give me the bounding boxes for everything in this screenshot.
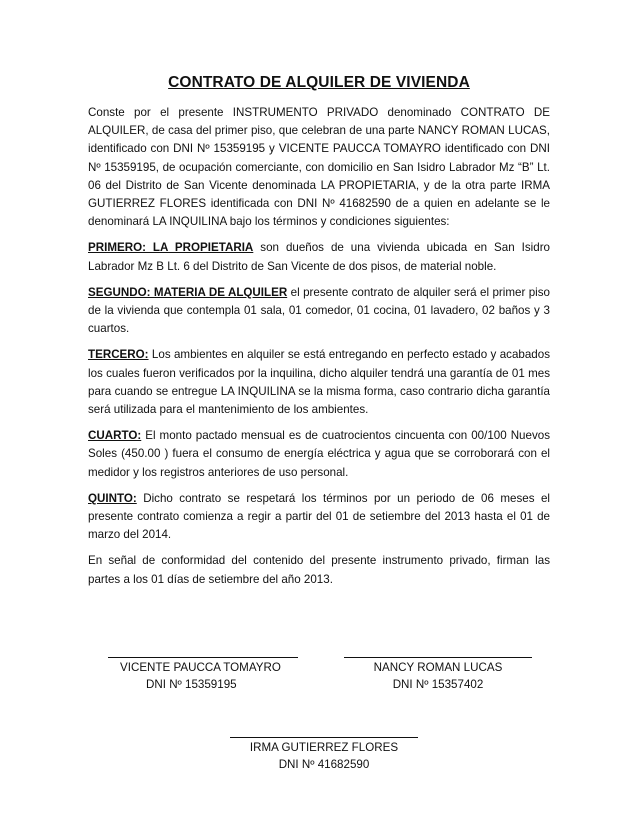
signatory-name: NANCY ROMAN LUCAS [373, 661, 503, 674]
clause-heading: TERCERO: [88, 348, 149, 362]
signatory-dni: DNI Nº 15357402 [392, 678, 484, 691]
intro-paragraph: Conste por el presente INSTRUMENTO PRIVADO denominado CONTRATO DE ALQUILER, de casa del primer piso, que celebran de una parte NANCY ROMAN LUCAS, identificado con DNI Nº 15359195 y VICENTE PAUCCA TOMAYRO identificado con DNI Nº 15359195, de ocupación comerciante, con domicilio en San Isidro Labrador Mz “B” Lt. 06 del Distrito de San Vicente denominada LA PROPIETARIA, y de la otra parte IRMA GUTIERREZ FLORES identificada con DNI Nº 41682590 de a quien en adelante se le denominará LA INQUILINA bajo los términos y condiciones siguientes: [88, 106, 550, 229]
signature-block-vicente [108, 657, 298, 693]
signature-line [108, 657, 298, 658]
closing-paragraph: En señal de conformidad del contenido del presente instrumento privado, firman las partes a los 01 días de setiembre del año 2013. [88, 554, 550, 586]
clause-text: son dueños de una vivienda ubicada en San Isidro Labrador Mz B Lt. 6 del Distrito de San Vicente de dos pisos, de material noble. [88, 241, 551, 273]
clause-primero [88, 239, 550, 275]
clause-cuarto [88, 427, 550, 482]
document-body [88, 104, 550, 597]
signatory-dni: DNI Nº 15359195 [146, 678, 237, 691]
clause-heading: PRIMERO: LA PROPIETARIA [88, 241, 254, 255]
clause-text: El monto pactado mensual es de cuatrocientos cincuenta con 00/100 Nuevos Soles (450.00 ) fuera el consumo de energía eléctrica y agua que se corroborará con el medidor y los registros anteriores de uso personal. [88, 429, 550, 479]
clause-heading: SEGUNDO: MATERIA DE ALQUILER [88, 285, 288, 299]
signatory-dni: DNI Nº 41682590 [278, 758, 370, 771]
clause-tercero [88, 346, 550, 419]
signature-line [230, 737, 418, 738]
signature-line [344, 657, 532, 658]
signatory-name: VICENTE PAUCCA TOMAYRO [120, 661, 281, 674]
signature-block-nancy [344, 657, 532, 693]
clause-quinto [88, 490, 550, 545]
clause-segundo [88, 284, 550, 339]
signatory-name: IRMA GUTIERREZ FLORES [249, 741, 399, 754]
clause-text: el presente contrato de alquiler será el primer piso de la vivienda que contempla 01 sala, 01 comedor, 01 cocina, 01 lavadero, 02 baños y 3 cuartos. [88, 285, 551, 336]
clause-heading: CUARTO: [88, 429, 142, 443]
clause-text: Dicho contrato se respetará los términos por un periodo de 06 meses el presente contrato comienza a regir a partir del 01 de setiembre del 2013 hasta el 01 de marzo del 2014. [88, 491, 550, 542]
clause-heading: QUINTO: [88, 491, 137, 505]
document-title: CONTRATO DE ALQUILER DE VIVIENDA [168, 74, 470, 91]
signature-block-irma [230, 737, 418, 773]
clause-text: Los ambientes en alquiler se está entregando en perfecto estado y acabados los cuales fueron verificados por la inquilina, dicho alquiler tendrá una garantía de 01 mes para cuando se entregue LA INQUILINA se la misma forma, caso contrario dicha garantía será utilizada para el mantenimiento de los ambientes. [88, 348, 550, 417]
